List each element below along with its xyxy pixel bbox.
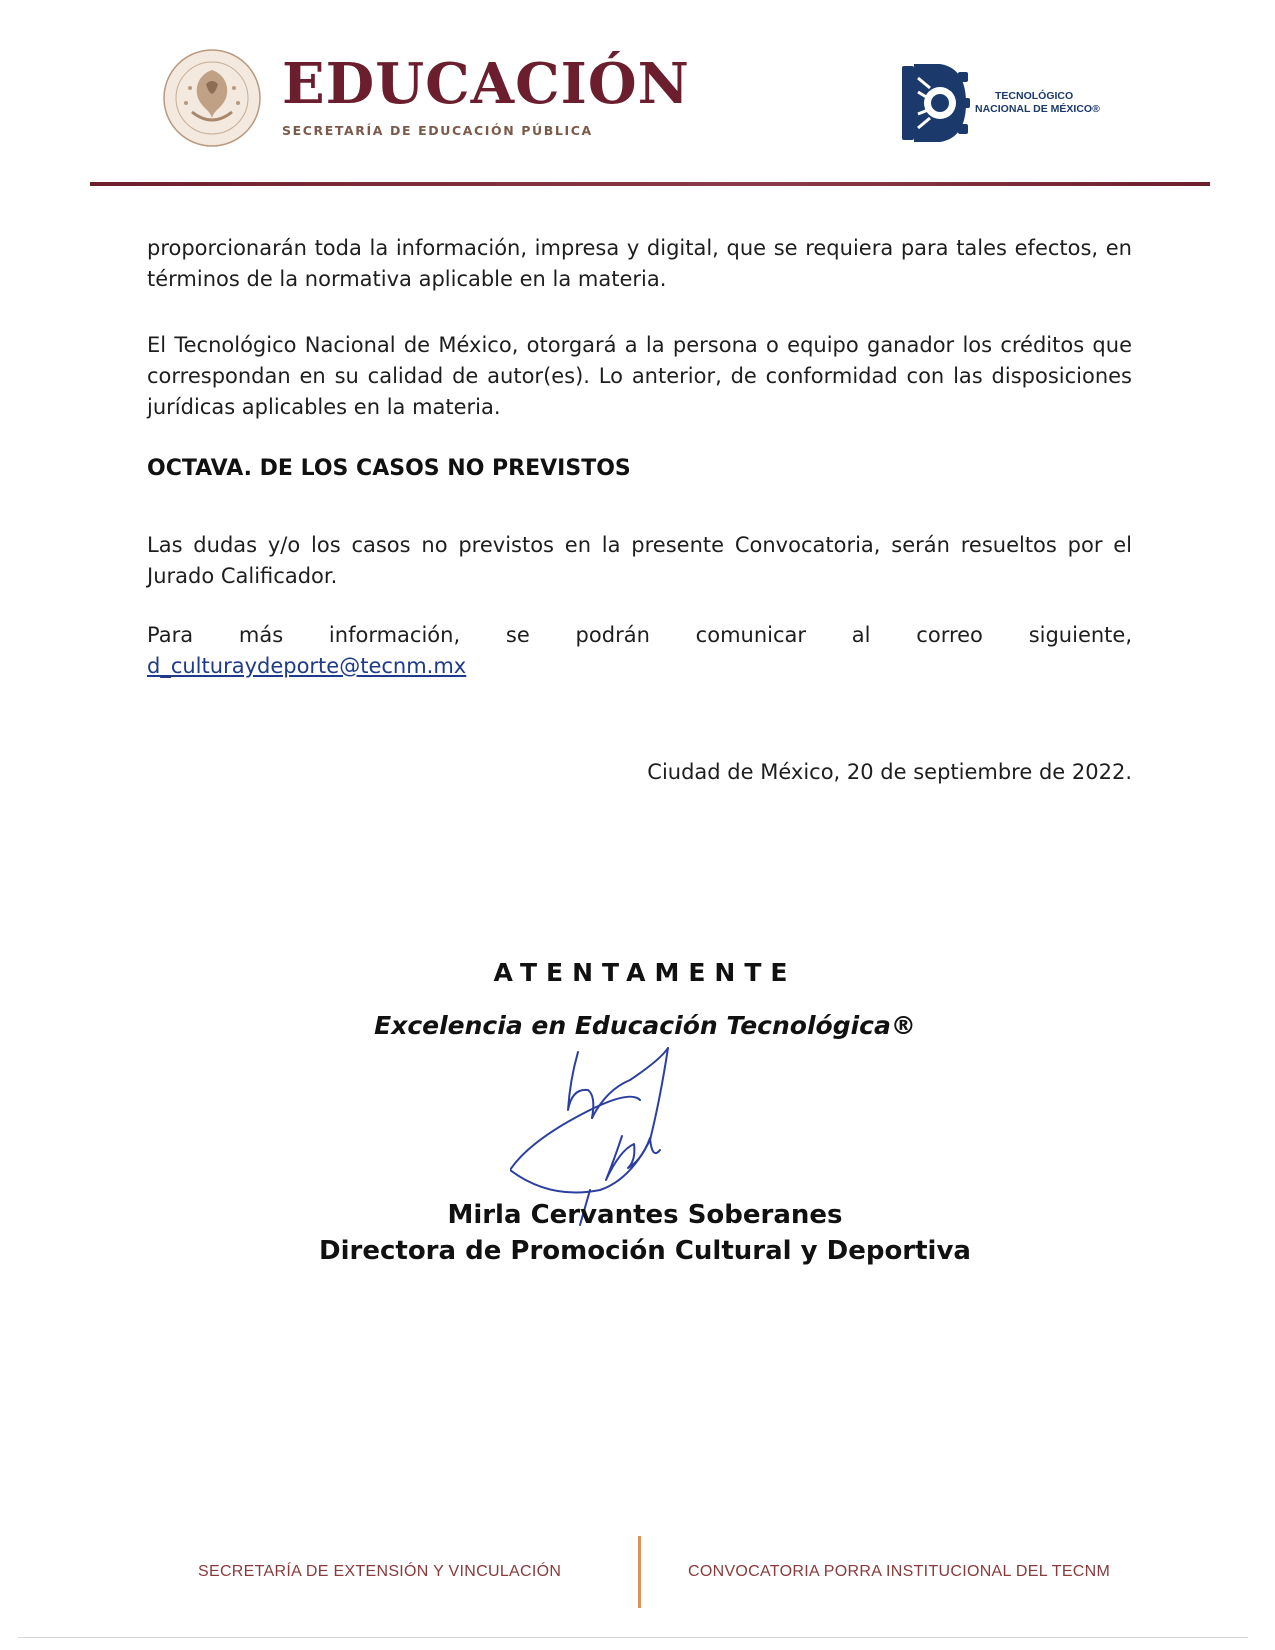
- institutional-motto: Excelencia en Educación Tecnológica®: [374, 1011, 916, 1040]
- signer-name: Mirla Cervantes Soberanes: [447, 1200, 843, 1230]
- footer-department: SECRETARÍA DE EXTENSIÓN Y VINCULACIÓN: [198, 1563, 562, 1580]
- sep-title: EDUCACIÓN: [282, 51, 690, 117]
- tecnm-wordmark-line1: TECNOLÓGICO: [995, 90, 1074, 102]
- tecnm-wordmark: [975, 90, 1100, 116]
- paragraph-information: proporcionarán toda la información, impresa y digital, que se requiera para tales efectos, en términos de la normativa aplicable en la materia.: [147, 236, 1132, 291]
- footer-divider: [638, 1536, 641, 1608]
- signer-title: Directora de Promoción Cultural y Deportiva: [319, 1236, 971, 1266]
- header-divider: [90, 182, 1210, 186]
- contact-text: Para más información, se podrán comunicar al correo siguiente,: [147, 623, 1132, 647]
- tecnm-gear-logo: [900, 58, 970, 148]
- letterhead: [0, 0, 1275, 190]
- closing: ATENTAMENTE: [493, 958, 797, 987]
- tecnm-wordmark-line2: NACIONAL DE MÉXICO®: [975, 103, 1100, 115]
- paragraph-credits: El Tecnológico Nacional de México, otorgará a la persona o equipo ganador los créditos que correspondan en su calidad de autor(es). Lo anterior, de conformidad con las disposiciones jurídicas aplicables en la materia.: [147, 333, 1132, 419]
- paragraph-unforeseen-cases: Las dudas y/o los casos no previstos en la presente Convocatoria, serán resueltos por el Jurado Calificador.: [147, 533, 1132, 588]
- section-heading: OCTAVA. DE LOS CASOS NO PREVISTOS: [147, 456, 631, 481]
- place-and-date: Ciudad de México, 20 de septiembre de 2022.: [647, 760, 1132, 784]
- contact-email-link[interactable]: d_culturaydeporte@tecnm.mx: [147, 654, 467, 678]
- page-edge-line: [18, 1637, 1248, 1638]
- national-seal-logo: [162, 48, 262, 148]
- footer-document-title: CONVOCATORIA PORRA INSTITUCIONAL DEL TECNM: [688, 1563, 1111, 1580]
- sep-subtitle: SECRETARÍA DE EDUCACIÓN PÚBLICA: [282, 123, 593, 138]
- paragraph-contact: [147, 620, 1132, 682]
